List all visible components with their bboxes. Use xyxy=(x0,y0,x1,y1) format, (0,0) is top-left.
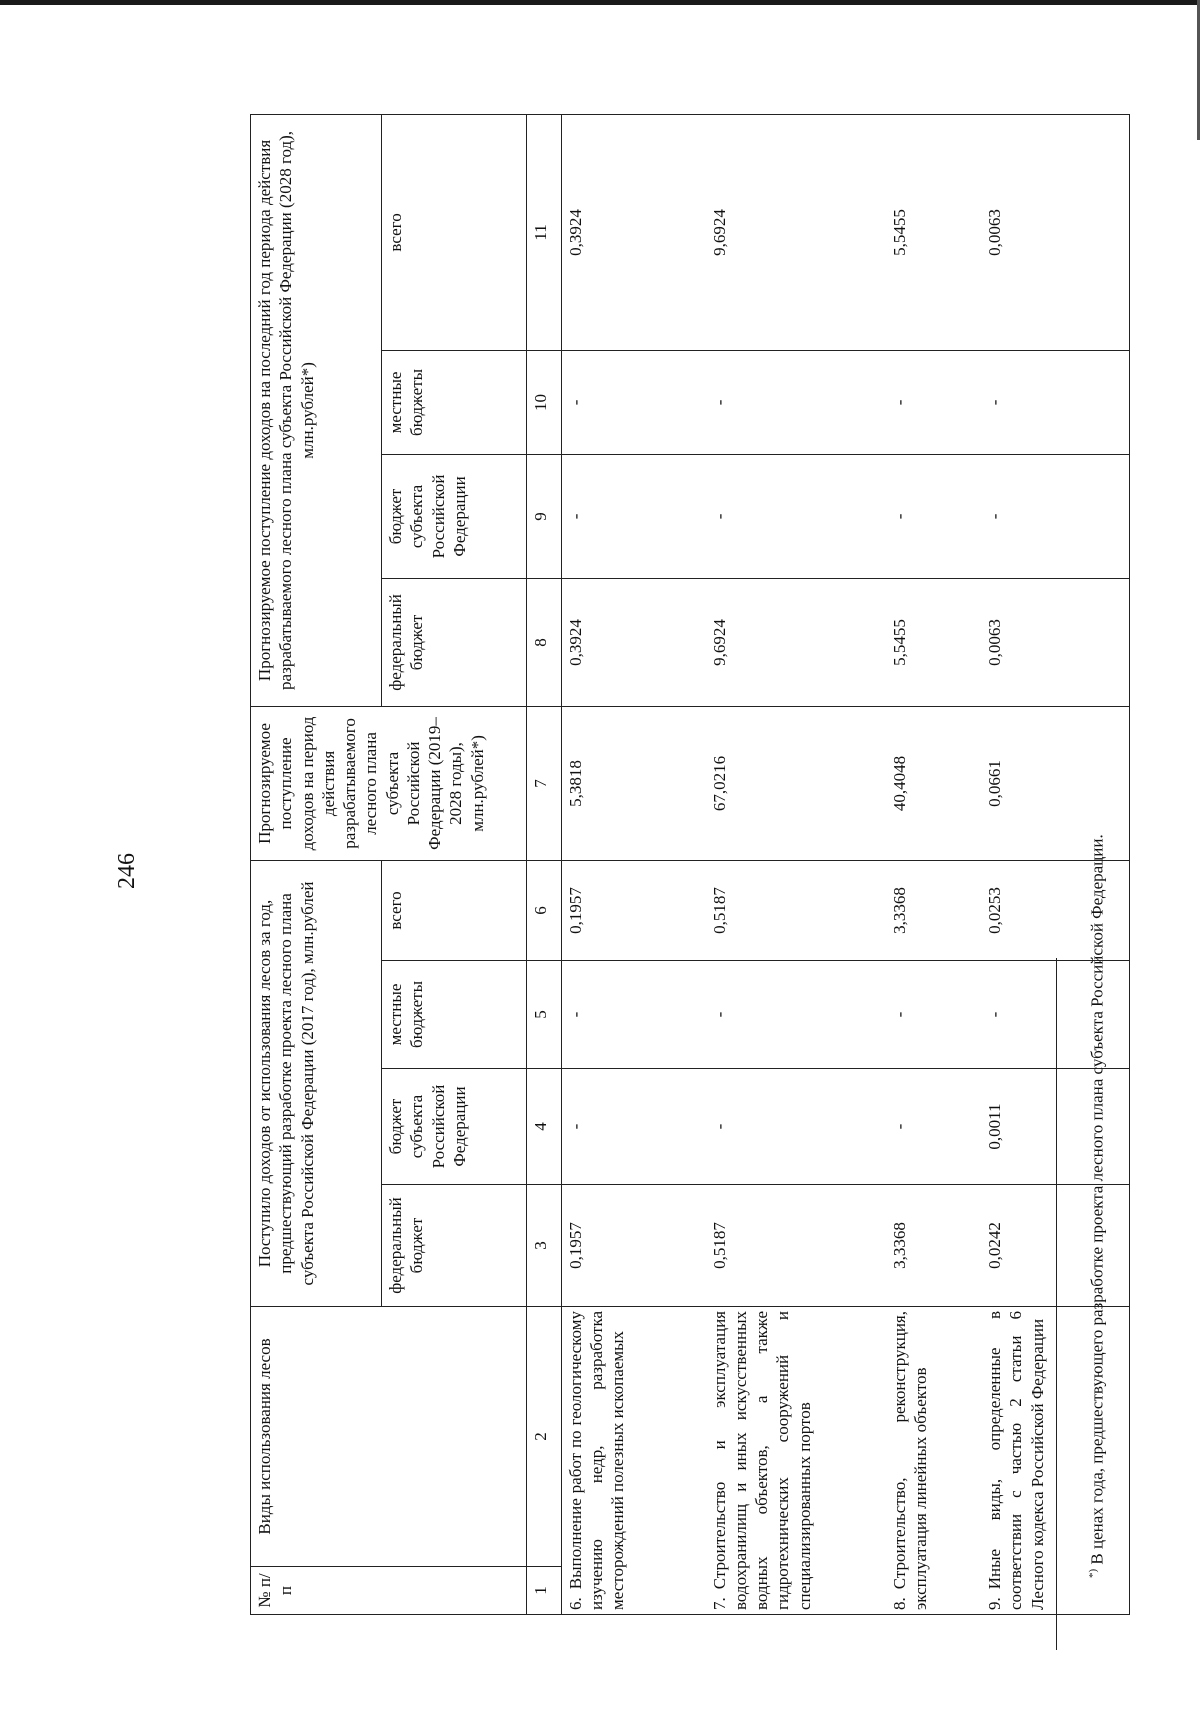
header-sub-regional: бюджет субъекта Российской Федерации xyxy=(382,1069,527,1185)
cell-regional-2017: 0,0011 xyxy=(981,1069,1129,1185)
cell-regional-2028: - xyxy=(886,454,981,578)
row-kind-cell xyxy=(561,1307,705,1615)
cell-regional-2017: - xyxy=(561,1069,705,1185)
header-sub-local: местные бюджеты xyxy=(382,961,527,1069)
footnote-text: В ценах года, предшествующего разработке проекта лесного плана субъекта Российской Федерации. xyxy=(1087,834,1107,1565)
cell-total-2028: 5,5455 xyxy=(886,114,981,350)
footnote xyxy=(1081,834,1107,1578)
header-col-no: № п/п xyxy=(251,1567,527,1615)
cell-regional-2028: - xyxy=(706,454,886,578)
column-number: 1 xyxy=(527,1567,562,1615)
income-table xyxy=(250,114,1130,1615)
cell-regional-2017: - xyxy=(706,1069,886,1185)
cell-total-2028: 0,0063 xyxy=(981,114,1129,350)
footnote-rule xyxy=(1056,958,1057,1650)
row-kind: Выполнение работ по геологическому изучению недр, разработка месторождений полезных ископаемых xyxy=(565,1311,628,1610)
cell-regional-2028: - xyxy=(561,454,705,578)
page-number: 246 xyxy=(114,853,140,889)
row-number: 6. xyxy=(565,1597,585,1610)
cell-total-2028: 9,6924 xyxy=(706,114,886,350)
row-number: 7. xyxy=(709,1597,729,1610)
cell-local-2028: - xyxy=(981,350,1129,454)
cell-federal-2017: 0,1957 xyxy=(561,1185,705,1307)
cell-total-2028: 0,3924 xyxy=(561,114,705,350)
cell-local-2017: - xyxy=(706,961,886,1069)
row-kind-cell xyxy=(706,1307,886,1615)
scan-edge-top xyxy=(0,0,1200,5)
cell-federal-2028: 0,0063 xyxy=(981,578,1129,706)
header-col-kind: Виды использования лесов xyxy=(251,1307,527,1567)
column-number: 7 xyxy=(527,706,562,860)
header-group-forecast-last: Прогнозируемое поступление доходов на последний год периода действия разрабатываемого лесного плана субъекта Российской Федерации (2028 год), млн.рублей*) xyxy=(251,114,382,706)
table-row xyxy=(886,114,981,1614)
footnote-marker: *) xyxy=(1087,1568,1099,1578)
column-number: 3 xyxy=(527,1185,562,1307)
cell-forecast-period: 40,4048 xyxy=(886,706,981,860)
header-sub-total: всего xyxy=(382,114,527,350)
header-sub-federal: федеральный бюджет xyxy=(382,1185,527,1307)
column-number: 2 xyxy=(527,1307,562,1567)
row-kind: Иные виды, определенные в соответствии с частью 2 статьи 6 Лесного кодекса Российской Федерации xyxy=(985,1311,1047,1610)
row-number: 8. xyxy=(889,1597,909,1610)
cell-local-2028: - xyxy=(706,350,886,454)
row-kind: Строительство, реконструкция, эксплуатация линейных объектов xyxy=(889,1311,930,1610)
cell-total-2017: 0,1957 xyxy=(561,860,705,960)
income-table-wrapper xyxy=(250,115,1130,1615)
header-sub-regional: бюджет субъекта Российской Федерации xyxy=(382,454,527,578)
column-number: 4 xyxy=(527,1069,562,1185)
cell-total-2017: 0,5187 xyxy=(706,860,886,960)
cell-local-2028: - xyxy=(886,350,981,454)
cell-regional-2028: - xyxy=(981,454,1129,578)
column-number: 11 xyxy=(527,114,562,350)
column-number: 10 xyxy=(527,350,562,454)
header-group-income-prev: Поступило доходов от использования лесов за год, предшествующий разработке проекта лесного плана субъекта Российской Федерации (2017 год), млн.рублей xyxy=(251,860,382,1306)
header-col-forecast-period: Прогнозируемое поступление доходов на период действия разрабатываемого лесного плана субъекта Российской Федерации (2019–2028 годы), млн.рублей*) xyxy=(251,706,527,860)
row-kind: Строительство и эксплуатация водохранилищ и иных искусственных водных объектов, а также гидротехнических сооружений и специализированных портов xyxy=(709,1311,814,1610)
cell-federal-2017: 3,3368 xyxy=(886,1185,981,1307)
cell-total-2017: 3,3368 xyxy=(886,860,981,960)
header-sub-local: местные бюджеты xyxy=(382,350,527,454)
table-row xyxy=(706,114,886,1614)
cell-forecast-period: 5,3818 xyxy=(561,706,705,860)
column-number: 8 xyxy=(527,578,562,706)
cell-federal-2017: 0,0242 xyxy=(981,1185,1129,1307)
cell-total-2017: 0,0253 xyxy=(981,860,1129,960)
row-kind-cell xyxy=(886,1307,981,1615)
row-number: 9. xyxy=(985,1597,1005,1610)
cell-federal-2028: 0,3924 xyxy=(561,578,705,706)
cell-regional-2017: - xyxy=(886,1069,981,1185)
cell-federal-2017: 0,5187 xyxy=(706,1185,886,1307)
cell-local-2017: - xyxy=(561,961,705,1069)
column-number: 5 xyxy=(527,961,562,1069)
cell-forecast-period: 67,0216 xyxy=(706,706,886,860)
header-sub-federal: федеральный бюджет xyxy=(382,578,527,706)
column-number: 9 xyxy=(527,454,562,578)
cell-local-2017: - xyxy=(886,961,981,1069)
cell-federal-2028: 5,5455 xyxy=(886,578,981,706)
header-row-1 xyxy=(251,114,382,1614)
cell-local-2028: - xyxy=(561,350,705,454)
cell-forecast-period: 0,0661 xyxy=(981,706,1129,860)
header-sub-total: всего xyxy=(382,860,527,960)
table-row xyxy=(561,114,705,1614)
cell-federal-2028: 9,6924 xyxy=(706,578,886,706)
cell-local-2017: - xyxy=(981,961,1129,1069)
column-number-row xyxy=(527,114,562,1614)
column-number: 6 xyxy=(527,860,562,960)
